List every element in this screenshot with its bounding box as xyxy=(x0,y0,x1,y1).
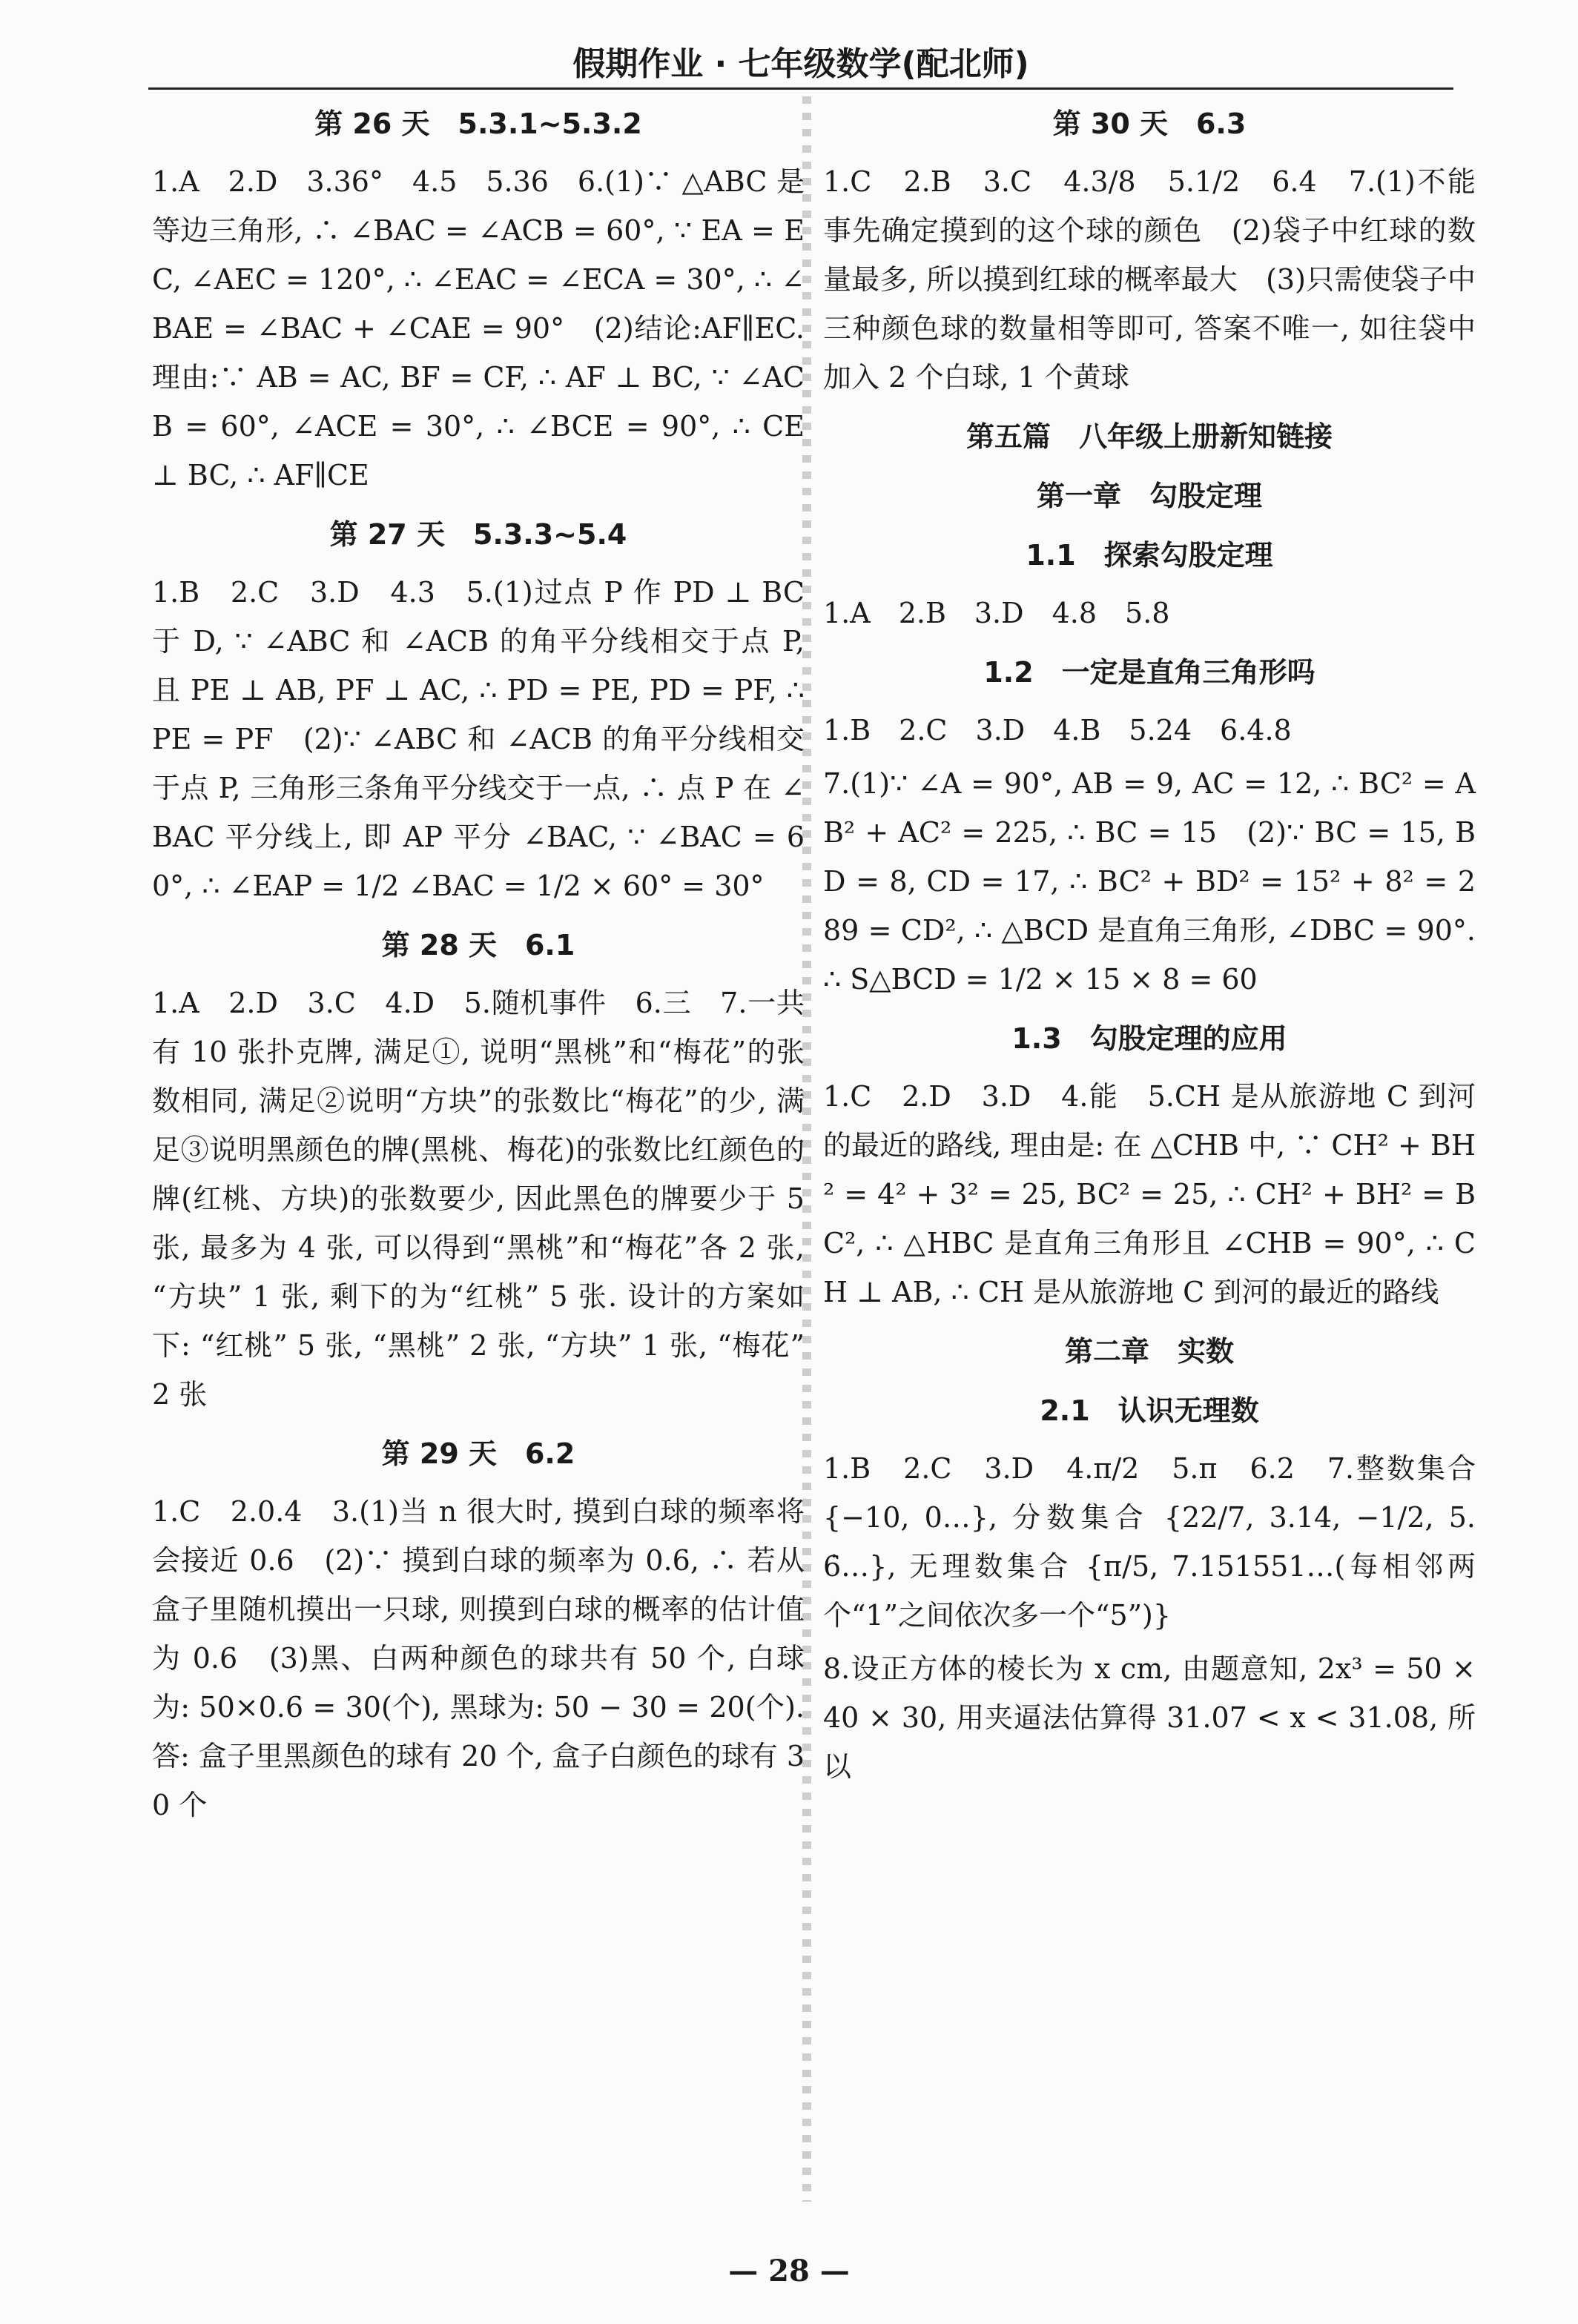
answer-text: 1.C 2.B 3.C 4.3/8 5.1/2 6.4 7.(1)不能事先确定摸到的这个球的颜色 (2)袋子中红球的数量最多, 所以摸到红球的概率最大 (3)只需使袋子中三种颜色球的数量相等即可, 答案不唯一, 如往袋中加入 2 个白球, 1 个黄球 xyxy=(823,165,1476,394)
column-divider xyxy=(802,96,811,2202)
section-day28 xyxy=(152,921,805,1419)
section-day30 xyxy=(823,99,1476,402)
section-title: 1.1 探索勾股定理 xyxy=(1026,539,1273,572)
chapter-title: 第一章 勾股定理 xyxy=(1036,480,1262,512)
answer-text: 1.B 2.C 3.D 4.B 5.24 6.4.8 xyxy=(823,714,1292,746)
section-title: 第 29 天 6.2 xyxy=(381,1437,575,1470)
answer-text: 1.C 2.D 3.D 4.能 5.CH 是从旅游地 C 到河的最近的路线, 理由是: 在 △CHB 中, ∵ CH² + BH² = 4² + 3² = 25, BC² = 25, ∴ CH² + BH² = BC², ∴ △HBC 是直角三角形且 ∠CHB = 90°, ∴ CH ⊥ AB, ∴ CH 是从旅游地 C 到河的最近的路线 xyxy=(823,1080,1476,1308)
section-day27 xyxy=(152,510,805,910)
chapter-title: 第二章 实数 xyxy=(1064,1335,1234,1368)
answer-text: 7.(1)∵ ∠A = 90°, AB = 9, AC = 12, ∴ BC² = AB² + AC² = 225, ∴ BC = 15 (2)∵ BC = 15, BD = 8, CD = 17, ∴ BC² + BD² = 15² + 8² = 289 = CD², ∴ △BCD 是直角三角形, ∠DBC = 90°. ∴ S△BCD = 1/2 × 15 × 8 = 60 xyxy=(823,767,1476,996)
part-title: 第五篇 八年级上册新知链接 xyxy=(965,420,1333,453)
answer-text: 8.设正方体的棱长为 x cm, 由题意知, 2x³ = 50 × 40 × 30, 用夹逼法估算得 31.07 < x < 31.08, 所以 xyxy=(823,1652,1476,1783)
section-title: 第 30 天 6.3 xyxy=(1052,107,1247,140)
section-2-1 xyxy=(823,1386,1476,1791)
answer-text: 1.B 2.C 3.D 4.π/2 5.π 6.2 7.整数集合 {−10, 0…}, 分数集合 {22/7, 3.14, −1/2, 5.6̇…}, 无理数集合 {π/5, 7.151551…(每相邻两个“1”之间依次多一个“5”)} xyxy=(823,1452,1476,1632)
answer-text: 1.A 2.D 3.C 4.D 5.随机事件 6.三 7.一共有 10 张扑克牌, 满足①, 说明“黑桃”和“梅花”的张数相同, 满足②说明“方块”的张数比“梅花”的少, 满足③说明黑颜色的牌(黑桃、梅花)的张数比红颜色的牌(红桃、方块)的张数要少, 因此黑色的牌要少于 5 张, 最多为 4 张, 可以得到“黑桃”和“梅花”各 2 张, “方块” 1 张, 剩下的为“红桃” 5 张. 设计的方案如下: “红桃” 5 张, “黑桃” 2 张, “方块” 1 张, “梅花” 2 张 xyxy=(152,987,805,1411)
answer-text: 1.C 2.0.4 3.(1)当 n 很大时, 摸到白球的频率将会接近 0.6 (2)∵ 摸到白球的频率为 0.6, ∴ 若从盒子里随机摸出一只球, 则摸到白球的概率的估计值为 0.6 (3)黑、白两种颜色的球共有 50 个, 白球为: 50×0.6 = 30(个), 黑球为: 50 − 30 = 20(个). 答: 盒子里黑颜色的球有 20 个, 盒子白颜色的球有 30 个 xyxy=(152,1495,805,1821)
section-1-1 xyxy=(823,531,1476,638)
section-day26 xyxy=(152,99,805,500)
section-title: 2.1 认识无理数 xyxy=(1040,1394,1259,1427)
section-title: 第 27 天 5.3.3~5.4 xyxy=(329,518,627,551)
section-title: 第 28 天 6.1 xyxy=(381,929,575,961)
section-title: 第 26 天 5.3.1~5.3.2 xyxy=(314,107,642,140)
section-title: 1.3 勾股定理的应用 xyxy=(1011,1022,1287,1055)
right-column xyxy=(823,89,1476,1795)
answer-text: 1.A 2.D 3.36° 4.5 5.36 6.(1)∵ △ABC 是等边三角形, ∴ ∠BAC = ∠ACB = 60°, ∵ EA = EC, ∠AEC = 120°, ∴ ∠EAC = ∠ECA = 30°, ∴ ∠BAE = ∠BAC + ∠CAE = 90° (2)结论:AF∥EC.理由:∵ AB = AC, BF = CF, ∴ AF ⊥ BC, ∵ ∠ACB = 60°, ∠ACE = 30°, ∴ ∠BCE = 90°, ∴ CE ⊥ BC, ∴ AF∥CE xyxy=(152,165,805,491)
section-1-3 xyxy=(823,1014,1476,1317)
page-number: — 28 — xyxy=(728,2254,850,2288)
left-column xyxy=(152,89,805,1834)
section-1-2 xyxy=(823,648,1476,1004)
section-day29 xyxy=(152,1429,805,1830)
answer-text: 1.A 2.B 3.D 4.8 5.8 xyxy=(823,597,1170,629)
answer-text: 1.B 2.C 3.D 4.3 5.(1)过点 P 作 PD ⊥ BC 于 D, ∵ ∠ABC 和 ∠ACB 的角平分线相交于点 P, 且 PE ⊥ AB, PF ⊥ AC, ∴ PD = PE, PD = PF, ∴ PE = PF (2)∵ ∠ABC 和 ∠ACB 的角平分线相交于点 P, 三角形三条角平分线交于一点, ∴ 点 P 在 ∠BAC 平分线上, 即 AP 平分 ∠BAC, ∵ ∠BAC = 60°, ∴ ∠EAP = 1/2 ∠BAC = 1/2 × 60° = 30° xyxy=(152,576,805,902)
page-header: 假期作业 · 七年级数学(配北师) xyxy=(572,45,1029,83)
section-title: 1.2 一定是直角三角形吗 xyxy=(983,656,1315,689)
